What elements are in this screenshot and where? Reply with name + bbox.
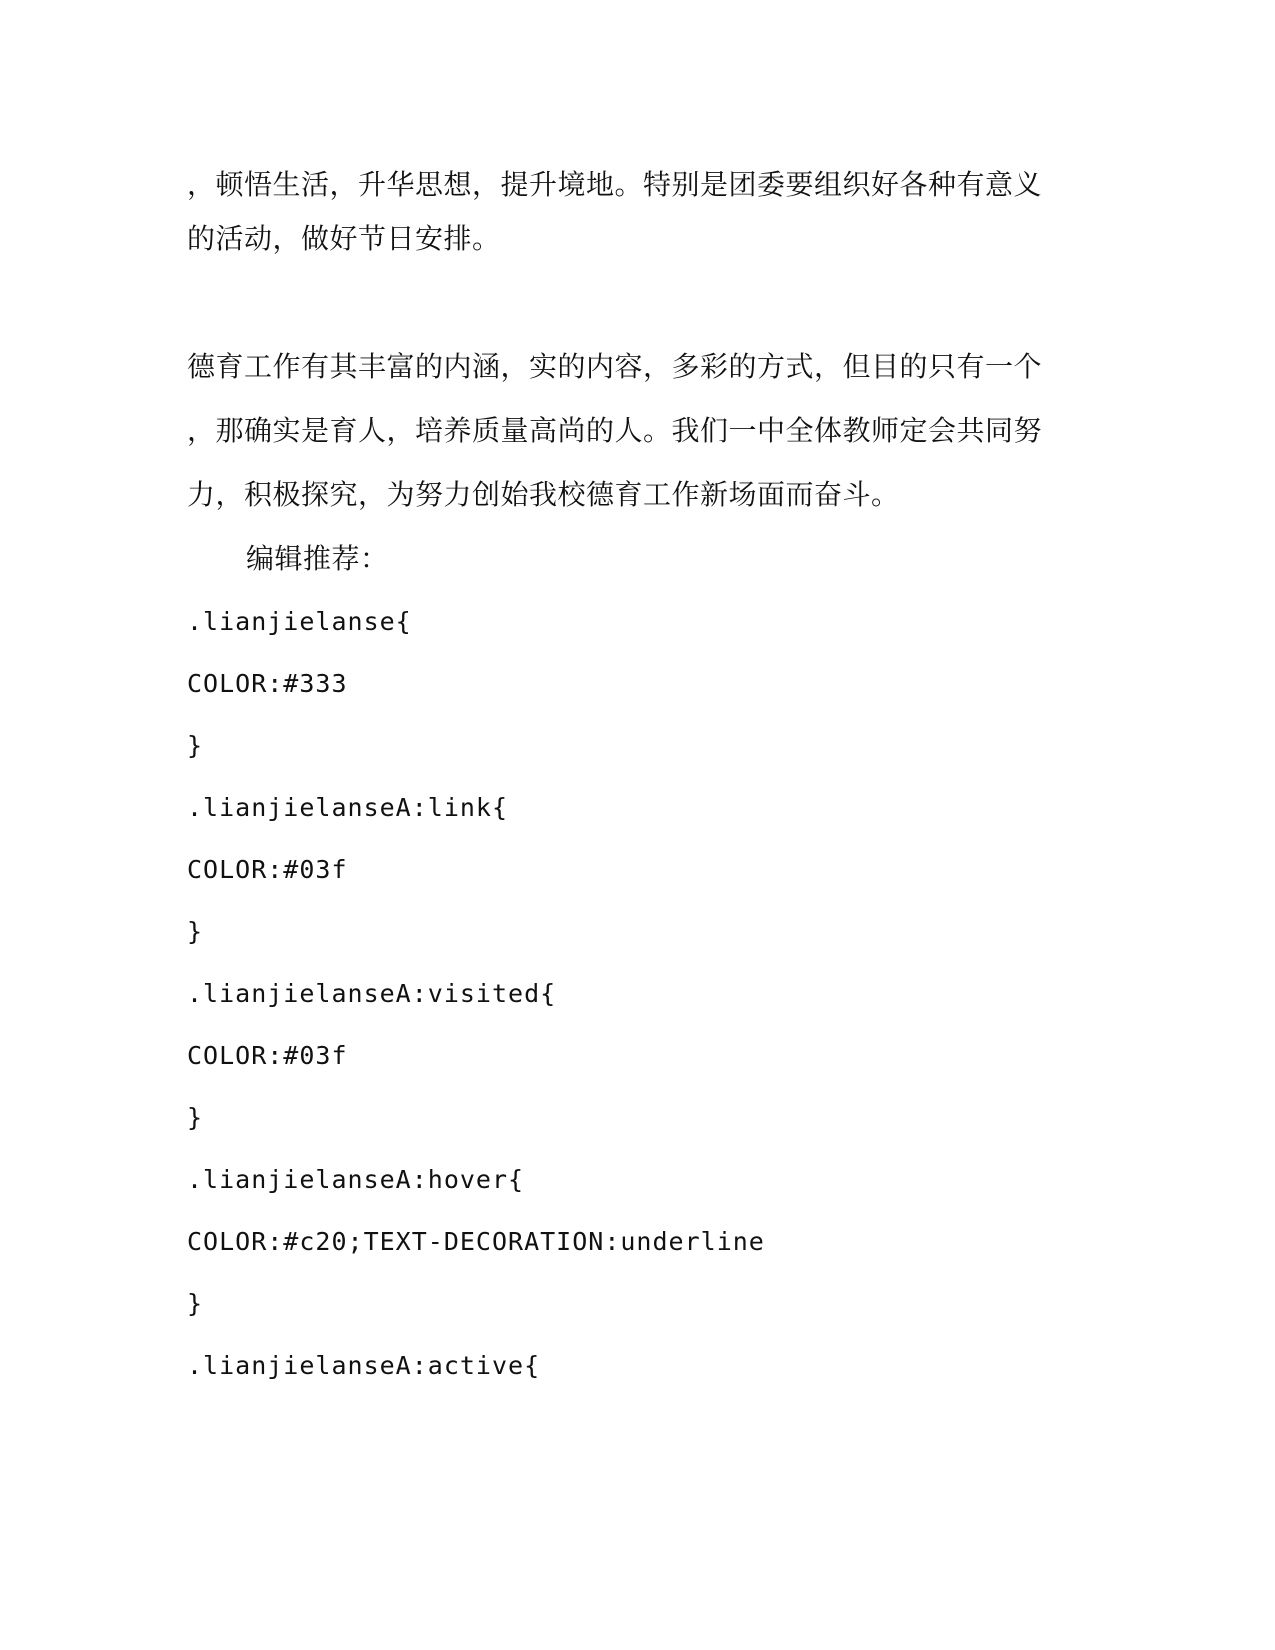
paragraph-2-line-2: ，那确实是育人，培养质量高尚的人。我们一中全体教师定会共同努 xyxy=(187,414,1043,447)
paragraph-1-line-1: ，顿悟生活，升华思想，提升境地。特别是团委要组织好各种有意义 xyxy=(187,168,1043,201)
code-line-11: COLOR:#c20;TEXT-DECORATION:underline xyxy=(187,1227,765,1256)
code-line-4: .lianjielanseA:link{ xyxy=(187,793,509,822)
paragraph-2-line-1: 德育工作有其丰富的内涵，实的内容，多彩的方式，但目的只有一个 xyxy=(187,350,1043,383)
code-line-13: .lianjielanseA:active{ xyxy=(187,1351,541,1380)
code-line-8: COLOR:#03f xyxy=(187,1041,348,1070)
code-line-12: } xyxy=(187,1289,204,1318)
paragraph-1-line-2: 的活动，做好节日安排。 xyxy=(187,222,501,255)
code-line-3: } xyxy=(187,731,204,760)
code-line-5: COLOR:#03f xyxy=(187,855,348,884)
code-line-10: .lianjielanseA:hover{ xyxy=(187,1165,525,1194)
editor-recommend-label: 编辑推荐： xyxy=(246,542,389,575)
paragraph-2-line-3: 力，积极探究，为努力创始我校德育工作新场面而奋斗。 xyxy=(187,478,900,511)
code-line-7: .lianjielanseA:visited{ xyxy=(187,979,557,1008)
code-line-6: } xyxy=(187,917,204,946)
code-line-2: COLOR:#333 xyxy=(187,669,348,698)
code-line-1: .lianjielanse{ xyxy=(187,607,412,636)
code-line-9: } xyxy=(187,1103,204,1132)
